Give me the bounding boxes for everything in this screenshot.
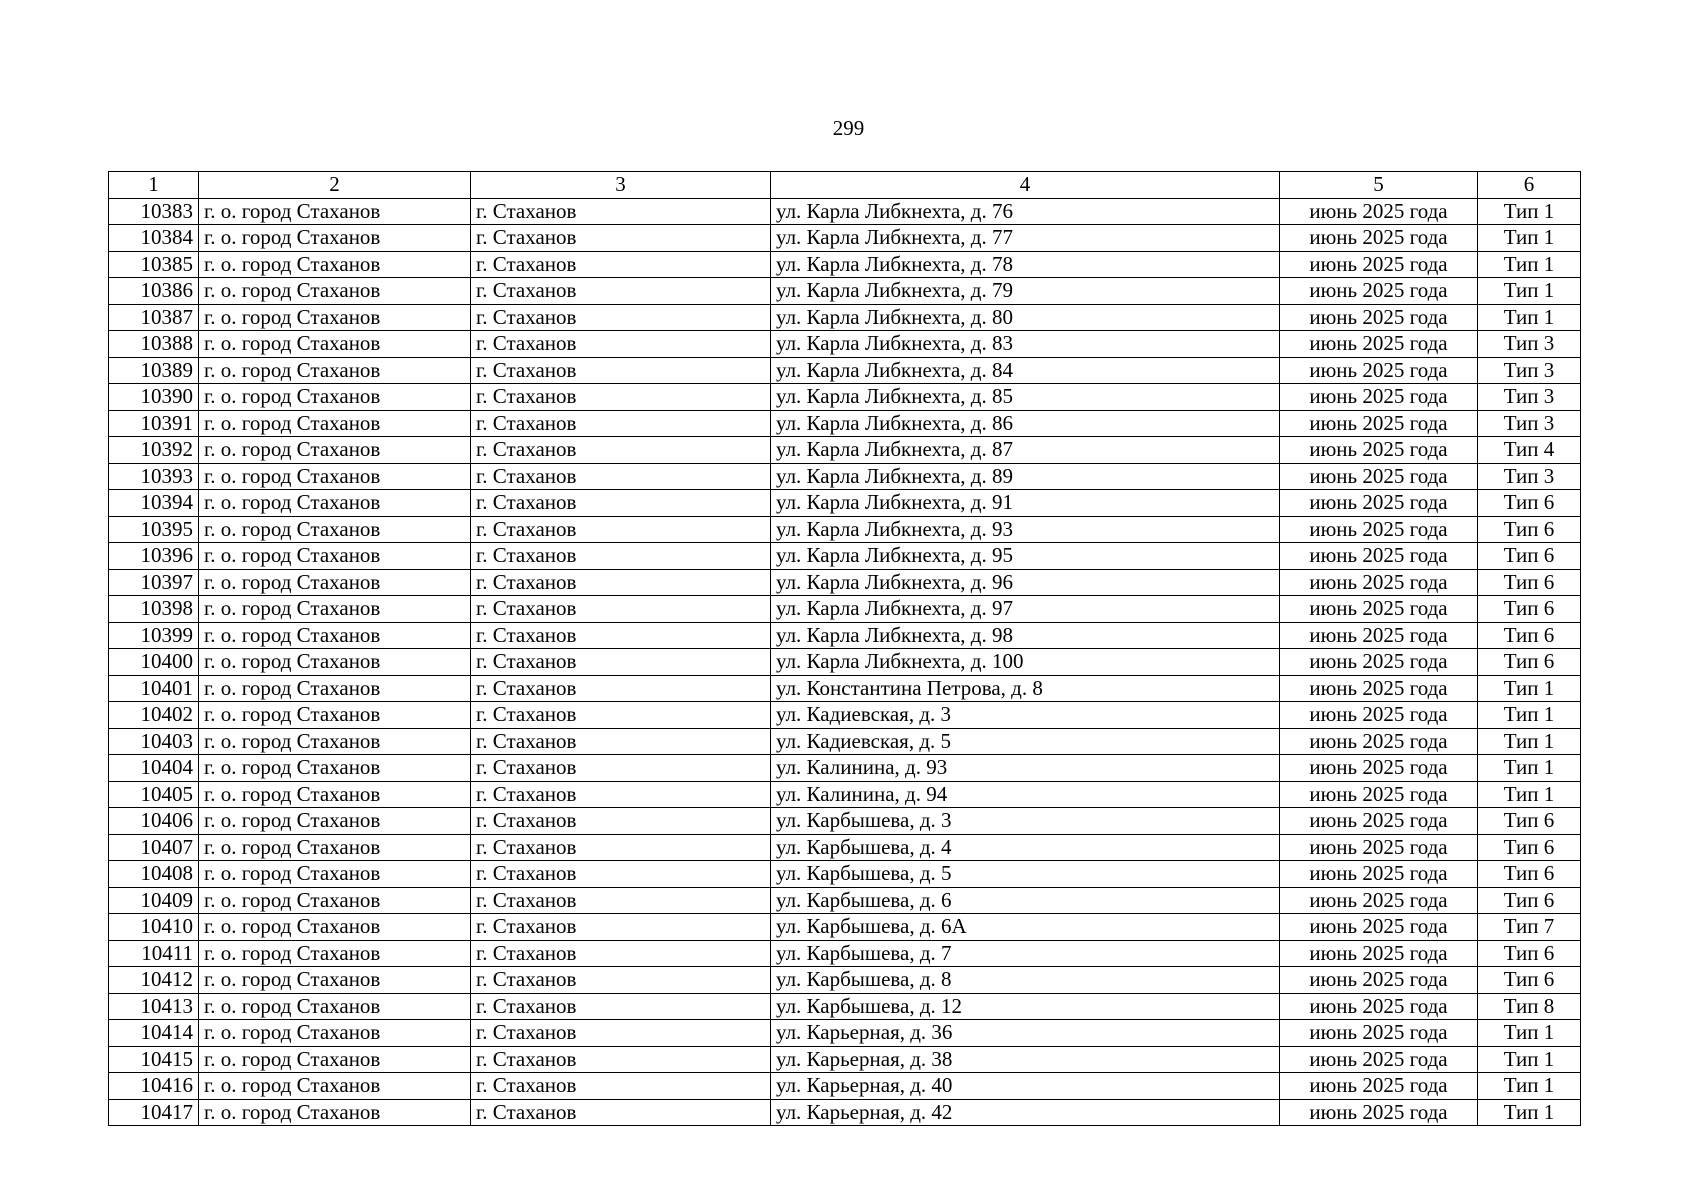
- type-cell: Тип 1: [1478, 1046, 1581, 1073]
- district-cell: г. о. город Стаханов: [199, 384, 471, 411]
- type-cell: Тип 1: [1478, 1073, 1581, 1100]
- type-cell: Тип 6: [1478, 516, 1581, 543]
- settlement-cell: г. Стаханов: [471, 304, 771, 331]
- type-cell: Тип 1: [1478, 728, 1581, 755]
- column-header-2: 2: [199, 172, 471, 199]
- table-row: [109, 622, 1581, 649]
- table-row: [109, 967, 1581, 994]
- district-cell: г. о. город Стаханов: [199, 675, 471, 702]
- period-cell: июнь 2025 года: [1280, 808, 1478, 835]
- type-cell: Тип 3: [1478, 463, 1581, 490]
- settlement-cell: г. Стаханов: [471, 516, 771, 543]
- settlement-cell: г. Стаханов: [471, 569, 771, 596]
- table-row: [109, 675, 1581, 702]
- district-cell: г. о. город Стаханов: [199, 251, 471, 278]
- table-row: [109, 887, 1581, 914]
- table-row: [109, 1020, 1581, 1047]
- table-row: [109, 384, 1581, 411]
- type-cell: Тип 6: [1478, 569, 1581, 596]
- period-cell: июнь 2025 года: [1280, 304, 1478, 331]
- settlement-cell: г. Стаханов: [471, 834, 771, 861]
- type-cell: Тип 7: [1478, 914, 1581, 941]
- table-row: [109, 1046, 1581, 1073]
- table-row: [109, 914, 1581, 941]
- settlement-cell: г. Стаханов: [471, 463, 771, 490]
- settlement-cell: г. Стаханов: [471, 225, 771, 252]
- type-cell: Тип 6: [1478, 861, 1581, 888]
- address-cell: ул. Карла Либкнехта, д. 93: [771, 516, 1280, 543]
- period-cell: июнь 2025 года: [1280, 914, 1478, 941]
- period-cell: июнь 2025 года: [1280, 1073, 1478, 1100]
- type-cell: Тип 6: [1478, 622, 1581, 649]
- address-cell: ул. Карла Либкнехта, д. 91: [771, 490, 1280, 517]
- period-cell: июнь 2025 года: [1280, 993, 1478, 1020]
- district-cell: г. о. город Стаханов: [199, 304, 471, 331]
- period-cell: июнь 2025 года: [1280, 384, 1478, 411]
- table-row: [109, 516, 1581, 543]
- district-cell: г. о. город Стаханов: [199, 781, 471, 808]
- table-row: [109, 251, 1581, 278]
- period-cell: июнь 2025 года: [1280, 967, 1478, 994]
- district-cell: г. о. город Стаханов: [199, 1046, 471, 1073]
- period-cell: июнь 2025 года: [1280, 1099, 1478, 1126]
- district-cell: г. о. город Стаханов: [199, 410, 471, 437]
- row-number: 10389: [109, 357, 199, 384]
- type-cell: Тип 6: [1478, 649, 1581, 676]
- type-cell: Тип 3: [1478, 357, 1581, 384]
- address-cell: ул. Карьерная, д. 38: [771, 1046, 1280, 1073]
- type-cell: Тип 6: [1478, 490, 1581, 517]
- table-row: [109, 993, 1581, 1020]
- column-header-1: 1: [109, 172, 199, 199]
- table-row: [109, 596, 1581, 623]
- address-cell: ул. Карбышева, д. 3: [771, 808, 1280, 835]
- row-number: 10414: [109, 1020, 199, 1047]
- address-cell: ул. Карла Либкнехта, д. 98: [771, 622, 1280, 649]
- period-cell: июнь 2025 года: [1280, 225, 1478, 252]
- address-cell: ул. Карбышева, д. 6: [771, 887, 1280, 914]
- registry-table: [108, 171, 1581, 1126]
- row-number: 10401: [109, 675, 199, 702]
- settlement-cell: г. Стаханов: [471, 1073, 771, 1100]
- settlement-cell: г. Стаханов: [471, 808, 771, 835]
- column-header-3: 3: [471, 172, 771, 199]
- address-cell: ул. Карла Либкнехта, д. 96: [771, 569, 1280, 596]
- address-cell: ул. Карбышева, д. 12: [771, 993, 1280, 1020]
- type-cell: Тип 3: [1478, 384, 1581, 411]
- period-cell: июнь 2025 года: [1280, 940, 1478, 967]
- settlement-cell: г. Стаханов: [471, 278, 771, 305]
- row-number: 10387: [109, 304, 199, 331]
- period-cell: июнь 2025 года: [1280, 1046, 1478, 1073]
- row-number: 10395: [109, 516, 199, 543]
- type-cell: Тип 1: [1478, 198, 1581, 225]
- type-cell: Тип 6: [1478, 940, 1581, 967]
- row-number: 10393: [109, 463, 199, 490]
- type-cell: Тип 6: [1478, 808, 1581, 835]
- table-row: [109, 702, 1581, 729]
- row-number: 10412: [109, 967, 199, 994]
- row-number: 10409: [109, 887, 199, 914]
- settlement-cell: г. Стаханов: [471, 967, 771, 994]
- row-number: 10410: [109, 914, 199, 941]
- row-number: 10399: [109, 622, 199, 649]
- period-cell: июнь 2025 года: [1280, 251, 1478, 278]
- period-cell: июнь 2025 года: [1280, 463, 1478, 490]
- address-cell: ул. Карбышева, д. 6А: [771, 914, 1280, 941]
- header-row: [109, 172, 1581, 199]
- address-cell: ул. Карбышева, д. 8: [771, 967, 1280, 994]
- district-cell: г. о. город Стаханов: [199, 543, 471, 570]
- table-row: [109, 755, 1581, 782]
- type-cell: Тип 3: [1478, 410, 1581, 437]
- row-number: 10417: [109, 1099, 199, 1126]
- type-cell: Тип 1: [1478, 702, 1581, 729]
- period-cell: июнь 2025 года: [1280, 702, 1478, 729]
- settlement-cell: г. Стаханов: [471, 410, 771, 437]
- table-row: [109, 198, 1581, 225]
- address-cell: ул. Карла Либкнехта, д. 86: [771, 410, 1280, 437]
- page-number: 299: [832, 116, 865, 140]
- district-cell: г. о. город Стаханов: [199, 728, 471, 755]
- type-cell: Тип 1: [1478, 675, 1581, 702]
- type-cell: Тип 3: [1478, 331, 1581, 358]
- column-header-6: 6: [1478, 172, 1581, 199]
- address-cell: ул. Карла Либкнехта, д. 100: [771, 649, 1280, 676]
- address-cell: ул. Карла Либкнехта, д. 79: [771, 278, 1280, 305]
- row-number: 10402: [109, 702, 199, 729]
- type-cell: Тип 1: [1478, 755, 1581, 782]
- district-cell: г. о. город Стаханов: [199, 993, 471, 1020]
- type-cell: Тип 1: [1478, 1020, 1581, 1047]
- settlement-cell: г. Стаханов: [471, 649, 771, 676]
- settlement-cell: г. Стаханов: [471, 940, 771, 967]
- period-cell: июнь 2025 года: [1280, 1020, 1478, 1047]
- type-cell: Тип 6: [1478, 887, 1581, 914]
- address-cell: ул. Карла Либкнехта, д. 95: [771, 543, 1280, 570]
- row-number: 10397: [109, 569, 199, 596]
- settlement-cell: г. Стаханов: [471, 437, 771, 464]
- row-number: 10405: [109, 781, 199, 808]
- period-cell: июнь 2025 года: [1280, 569, 1478, 596]
- district-cell: г. о. город Стаханов: [199, 357, 471, 384]
- district-cell: г. о. город Стаханов: [199, 569, 471, 596]
- table-row: [109, 463, 1581, 490]
- settlement-cell: г. Стаханов: [471, 755, 771, 782]
- district-cell: г. о. город Стаханов: [199, 940, 471, 967]
- settlement-cell: г. Стаханов: [471, 622, 771, 649]
- type-cell: Тип 6: [1478, 834, 1581, 861]
- address-cell: ул. Карла Либкнехта, д. 84: [771, 357, 1280, 384]
- period-cell: июнь 2025 года: [1280, 331, 1478, 358]
- settlement-cell: г. Стаханов: [471, 384, 771, 411]
- district-cell: г. о. город Стаханов: [199, 596, 471, 623]
- address-cell: ул. Карьерная, д. 40: [771, 1073, 1280, 1100]
- table-row: [109, 1099, 1581, 1126]
- table-row: [109, 649, 1581, 676]
- table-header: [109, 172, 1581, 199]
- table-row: [109, 225, 1581, 252]
- table-row: [109, 410, 1581, 437]
- period-cell: июнь 2025 года: [1280, 198, 1478, 225]
- row-number: 10404: [109, 755, 199, 782]
- period-cell: июнь 2025 года: [1280, 781, 1478, 808]
- row-number: 10398: [109, 596, 199, 623]
- settlement-cell: г. Стаханов: [471, 1046, 771, 1073]
- district-cell: г. о. город Стаханов: [199, 463, 471, 490]
- address-cell: ул. Карбышева, д. 5: [771, 861, 1280, 888]
- address-cell: ул. Карла Либкнехта, д. 80: [771, 304, 1280, 331]
- address-cell: ул. Карла Либкнехта, д. 83: [771, 331, 1280, 358]
- type-cell: Тип 6: [1478, 543, 1581, 570]
- column-header-4: 4: [771, 172, 1280, 199]
- address-cell: ул. Карьерная, д. 36: [771, 1020, 1280, 1047]
- table-row: [109, 304, 1581, 331]
- district-cell: г. о. город Стаханов: [199, 861, 471, 888]
- address-cell: ул. Кадиевская, д. 5: [771, 728, 1280, 755]
- period-cell: июнь 2025 года: [1280, 861, 1478, 888]
- period-cell: июнь 2025 года: [1280, 278, 1478, 305]
- address-cell: ул. Кадиевская, д. 3: [771, 702, 1280, 729]
- table-row: [109, 861, 1581, 888]
- settlement-cell: г. Стаханов: [471, 251, 771, 278]
- row-number: 10408: [109, 861, 199, 888]
- row-number: 10391: [109, 410, 199, 437]
- district-cell: г. о. город Стаханов: [199, 490, 471, 517]
- settlement-cell: г. Стаханов: [471, 1020, 771, 1047]
- table-row: [109, 357, 1581, 384]
- settlement-cell: г. Стаханов: [471, 357, 771, 384]
- district-cell: г. о. город Стаханов: [199, 834, 471, 861]
- row-number: 10413: [109, 993, 199, 1020]
- district-cell: г. о. город Стаханов: [199, 278, 471, 305]
- district-cell: г. о. город Стаханов: [199, 331, 471, 358]
- type-cell: Тип 1: [1478, 278, 1581, 305]
- district-cell: г. о. город Стаханов: [199, 808, 471, 835]
- table-body: [109, 198, 1581, 1126]
- type-cell: Тип 1: [1478, 225, 1581, 252]
- period-cell: июнь 2025 года: [1280, 357, 1478, 384]
- table-row: [109, 543, 1581, 570]
- settlement-cell: г. Стаханов: [471, 543, 771, 570]
- district-cell: г. о. город Стаханов: [199, 702, 471, 729]
- address-cell: ул. Карла Либкнехта, д. 89: [771, 463, 1280, 490]
- type-cell: Тип 1: [1478, 251, 1581, 278]
- district-cell: г. о. город Стаханов: [199, 649, 471, 676]
- period-cell: июнь 2025 года: [1280, 834, 1478, 861]
- table-row: [109, 1073, 1581, 1100]
- row-number: 10396: [109, 543, 199, 570]
- type-cell: Тип 6: [1478, 596, 1581, 623]
- row-number: 10400: [109, 649, 199, 676]
- settlement-cell: г. Стаханов: [471, 887, 771, 914]
- settlement-cell: г. Стаханов: [471, 861, 771, 888]
- period-cell: июнь 2025 года: [1280, 675, 1478, 702]
- address-cell: ул. Калинина, д. 93: [771, 755, 1280, 782]
- settlement-cell: г. Стаханов: [471, 914, 771, 941]
- address-cell: ул. Карла Либкнехта, д. 97: [771, 596, 1280, 623]
- address-cell: ул. Карбышева, д. 7: [771, 940, 1280, 967]
- row-number: 10416: [109, 1073, 199, 1100]
- row-number: 10383: [109, 198, 199, 225]
- settlement-cell: г. Стаханов: [471, 198, 771, 225]
- district-cell: г. о. город Стаханов: [199, 1073, 471, 1100]
- address-cell: ул. Карбышева, д. 4: [771, 834, 1280, 861]
- district-cell: г. о. город Стаханов: [199, 225, 471, 252]
- table-row: [109, 808, 1581, 835]
- table-row: [109, 728, 1581, 755]
- row-number: 10406: [109, 808, 199, 835]
- period-cell: июнь 2025 года: [1280, 543, 1478, 570]
- period-cell: июнь 2025 года: [1280, 755, 1478, 782]
- address-cell: ул. Карла Либкнехта, д. 85: [771, 384, 1280, 411]
- settlement-cell: г. Стаханов: [471, 490, 771, 517]
- address-cell: ул. Константина Петрова, д. 8: [771, 675, 1280, 702]
- table-row: [109, 331, 1581, 358]
- table-row: [109, 940, 1581, 967]
- type-cell: Тип 1: [1478, 1099, 1581, 1126]
- row-number: 10407: [109, 834, 199, 861]
- table-row: [109, 834, 1581, 861]
- district-cell: г. о. город Стаханов: [199, 967, 471, 994]
- settlement-cell: г. Стаханов: [471, 1099, 771, 1126]
- row-number: 10403: [109, 728, 199, 755]
- district-cell: г. о. город Стаханов: [199, 622, 471, 649]
- table-row: [109, 437, 1581, 464]
- settlement-cell: г. Стаханов: [471, 702, 771, 729]
- district-cell: г. о. город Стаханов: [199, 1020, 471, 1047]
- settlement-cell: г. Стаханов: [471, 596, 771, 623]
- row-number: 10388: [109, 331, 199, 358]
- period-cell: июнь 2025 года: [1280, 410, 1478, 437]
- address-cell: ул. Карла Либкнехта, д. 87: [771, 437, 1280, 464]
- period-cell: июнь 2025 года: [1280, 516, 1478, 543]
- period-cell: июнь 2025 года: [1280, 622, 1478, 649]
- district-cell: г. о. город Стаханов: [199, 198, 471, 225]
- column-header-5: 5: [1280, 172, 1478, 199]
- period-cell: июнь 2025 года: [1280, 887, 1478, 914]
- settlement-cell: г. Стаханов: [471, 675, 771, 702]
- district-cell: г. о. город Стаханов: [199, 437, 471, 464]
- row-number: 10386: [109, 278, 199, 305]
- row-number: 10390: [109, 384, 199, 411]
- row-number: 10411: [109, 940, 199, 967]
- settlement-cell: г. Стаханов: [471, 728, 771, 755]
- settlement-cell: г. Стаханов: [471, 781, 771, 808]
- table-row: [109, 490, 1581, 517]
- district-cell: г. о. город Стаханов: [199, 914, 471, 941]
- district-cell: г. о. город Стаханов: [199, 1099, 471, 1126]
- address-cell: ул. Карла Либкнехта, д. 78: [771, 251, 1280, 278]
- type-cell: Тип 6: [1478, 967, 1581, 994]
- table-row: [109, 781, 1581, 808]
- type-cell: Тип 1: [1478, 781, 1581, 808]
- table-row: [109, 278, 1581, 305]
- row-number: 10385: [109, 251, 199, 278]
- district-cell: г. о. город Стаханов: [199, 887, 471, 914]
- type-cell: Тип 4: [1478, 437, 1581, 464]
- settlement-cell: г. Стаханов: [471, 993, 771, 1020]
- row-number: 10415: [109, 1046, 199, 1073]
- period-cell: июнь 2025 года: [1280, 649, 1478, 676]
- address-cell: ул. Карла Либкнехта, д. 76: [771, 198, 1280, 225]
- type-cell: Тип 1: [1478, 304, 1581, 331]
- row-number: 10394: [109, 490, 199, 517]
- type-cell: Тип 8: [1478, 993, 1581, 1020]
- period-cell: июнь 2025 года: [1280, 437, 1478, 464]
- district-cell: г. о. город Стаханов: [199, 516, 471, 543]
- row-number: 10384: [109, 225, 199, 252]
- table-row: [109, 569, 1581, 596]
- district-cell: г. о. город Стаханов: [199, 755, 471, 782]
- address-cell: ул. Калинина, д. 94: [771, 781, 1280, 808]
- address-cell: ул. Карла Либкнехта, д. 77: [771, 225, 1280, 252]
- period-cell: июнь 2025 года: [1280, 596, 1478, 623]
- row-number: 10392: [109, 437, 199, 464]
- settlement-cell: г. Стаханов: [471, 331, 771, 358]
- period-cell: июнь 2025 года: [1280, 728, 1478, 755]
- address-cell: ул. Карьерная, д. 42: [771, 1099, 1280, 1126]
- period-cell: июнь 2025 года: [1280, 490, 1478, 517]
